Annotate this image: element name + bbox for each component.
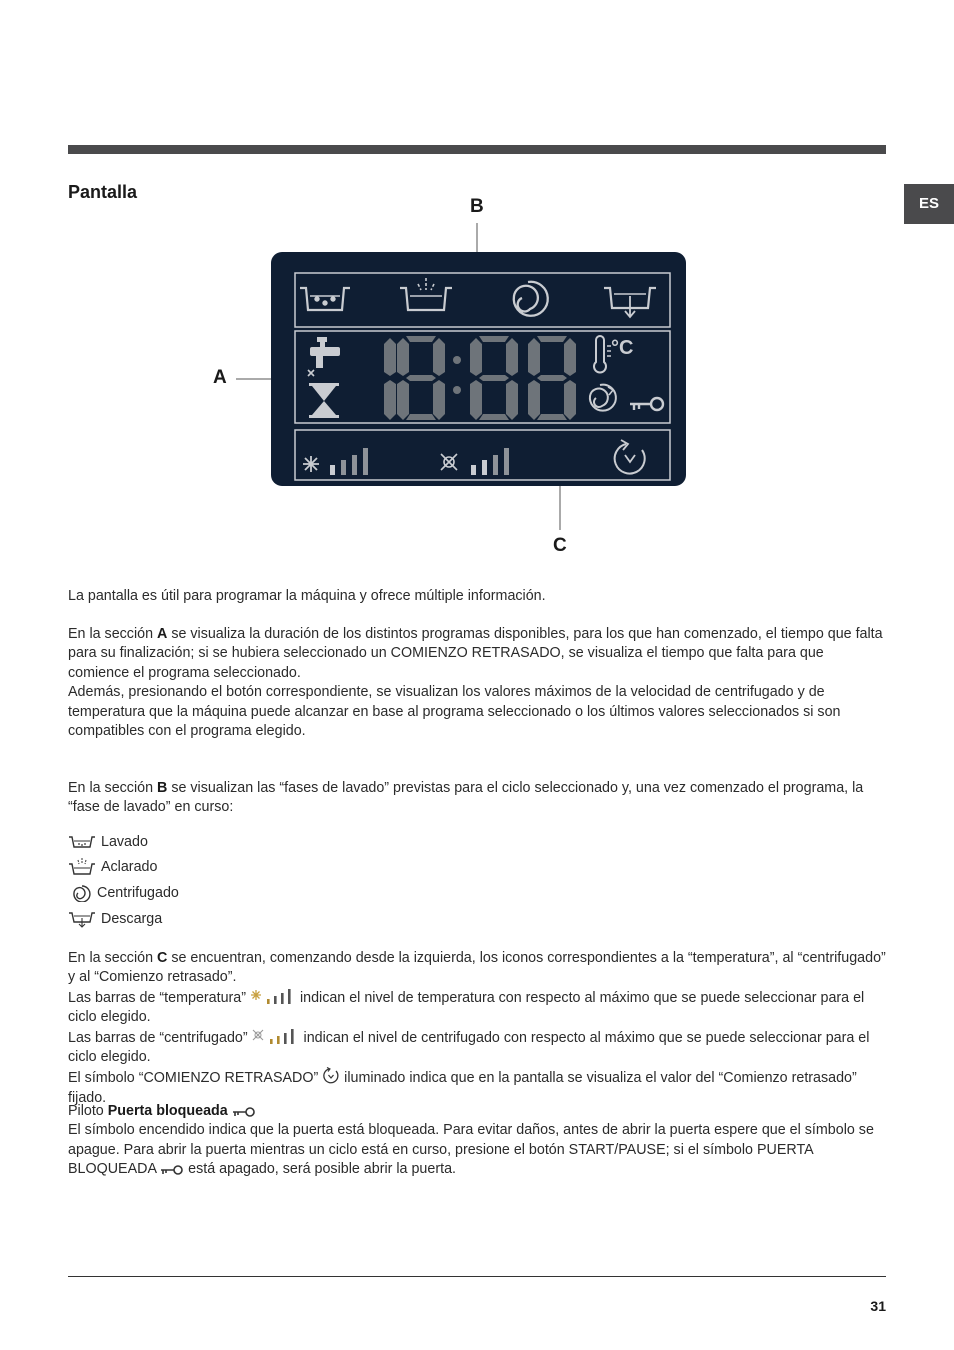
celsius-label: °C [611,337,634,359]
display-panel-illustration [200,190,720,570]
list-item [68,829,179,855]
wash-icon [68,834,96,850]
section-a-paragraph: En la sección A se visualiza la duración de los distintos programas disponibles, para los que han comenzado, el tiempo que falta para su finalización; si se hubiera seleccionado un COMIENZO RETRASADO, se visualiza el tiempo que falta para que comience el programa seleccionado. Además, presionando el botón correspondiente, se visualizan los valores máximos de la velocidad de centrifugado y de temperatura que la máquina puede alcanzar en base al programa seleccionado o los últimos valores seleccionados si son compatibles con el programa elegido. [68,626,883,740]
section-title: Pantalla [68,182,138,202]
display-diagram [200,190,720,570]
list-item [68,880,179,906]
door-lock-title: Puerta bloqueada [107,1103,228,1119]
temperature-icon [303,456,319,472]
section-b-paragraph: En la sección B se visualizan las “fases de lavado” previstas para el ciclo seleccionado y, una vez comenzado el programa, la “fase de lavado” en curso: [68,780,864,816]
delay-start-icon [322,1067,340,1085]
door-lock-icon [232,1106,256,1118]
intro-paragraph: La pantalla es útil para programar la máquina y ofrece múltiple información. [68,588,546,604]
list-item [68,855,179,881]
phase-label: Centrifugado [97,884,179,901]
wash-phase-list [68,829,179,931]
rinse-icon [68,858,96,876]
footer-rule [68,1276,886,1277]
spin-bars-icon [252,1028,300,1045]
page-number: 31 [870,1298,886,1314]
door-lock-icon [160,1164,184,1176]
door-lock-paragraph: Piloto Puerta bloqueada El símbolo encendido indica que la puerta está bloqueada. Para evitar daños, antes de abrir la puerta espere que el símbolo se apague. Para abrir la puerta mientras un ciclo está en curso, presione el botón START/PAUSE; si el símbolo PUERTA BLOQUEADA está apagado, será posible abrir la puerta. [68,1103,874,1178]
phase-label: Aclarado [101,859,158,876]
spin-icon [68,884,92,902]
temperature-bars-icon [250,988,296,1005]
list-item [68,906,179,932]
callout-a: A [213,367,227,388]
callout-b: B [470,196,484,217]
spin-icon-section-c [441,454,457,470]
phase-label: Descarga [101,910,163,927]
section-c-paragraph: En la sección C se encuentran, comenzando desde la izquierda, los iconos correspondientes a la “temperatura”, al “centrifugado” y al “Comienzo retrasado”. Las barras de “temperatura” indican el nivel de temperatura con respecto al máximo que se puede seleccionar para el ciclo elegido. Las barras de “centrifugado” indican el nivel de centrifugado con respecto al máximo que se puede seleccionar para el ciclo elegido. El símbolo “COMIENZO RETRASADO” iluminado indica que en la pantalla se visualiza el valor del “Comienzo retrasado” fijado. [68,950,886,1106]
language-tab: ES [904,184,954,224]
callout-c: C [553,535,567,556]
header-rule [68,145,886,154]
drain-icon [68,910,96,928]
phase-label: Lavado [101,833,148,850]
